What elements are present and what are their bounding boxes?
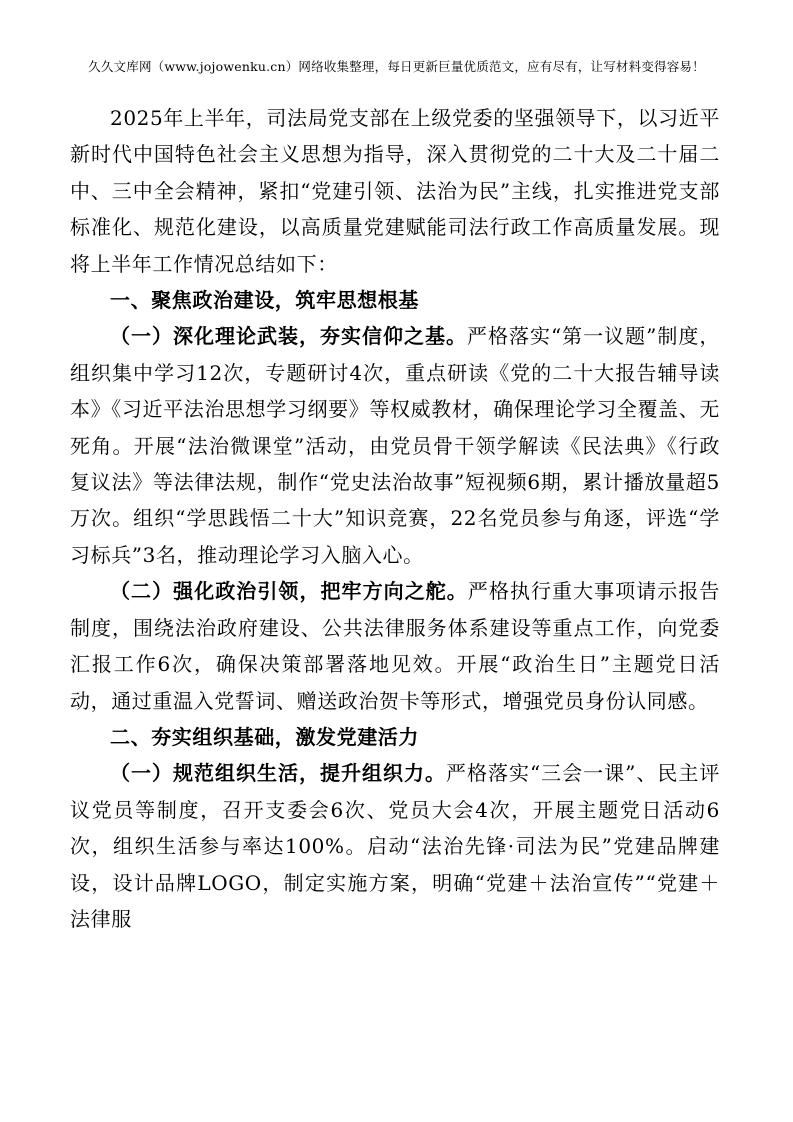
section1-item2-paragraph <box>70 573 720 719</box>
section1-item1-text: 严格落实“第一议题”制度，组织集中学习12次，专题研讨4次，重点研读《党的二十大报告辅导读本》《习近平法治思想学习纲要》等权威教材，确保理论学习全覆盖、无死角。开展“法治微课堂”活动，由党员骨干领学解读《民法典》《行政复议法》等法律法规，制作“党史法治故事”短视频6期，累计播放量超5万次。组织“学思践悟二十大”知识竞赛，22名党员参与角逐，评选“学习标兵”3名，推动理论学习入脑入心。 <box>70 324 720 567</box>
section1-item1-paragraph <box>70 318 720 573</box>
section2-item1-text: 严格落实“三会一课”、民主评议党员等制度，召开支委会6次、党员大会4次，开展主题党日活动6次，组织生活参与率达100%。启动“法治先锋·司法为民”党建品牌建设，设计品牌LOGO，制定实施方案，明确“党建＋法治宣传”“党建＋法律服 <box>70 761 720 931</box>
section-heading-2: 二、夯实组织基础，激发党建活力 <box>110 724 419 749</box>
section1-item2-text: 严格执行重大事项请示报告制度，围绕法治政府建设、公共法律服务体系建设等重点工作，向党委汇报工作6次，确保决策部署落地见效。开展“政治生日”主题党日活动，通过重温入党誓词、赠送政治贺卡等形式，增强党员身份认同感。 <box>70 579 721 713</box>
section1-item2-lead: （二）强化政治引领，把牢方向之舵。 <box>110 579 468 604</box>
section1-item1-lead: （一）深化理论武装，夯实信仰之基。 <box>110 324 467 349</box>
intro-paragraph: 2025年上半年，司法局党支部在上级党委的坚强领导下，以习近平新时代中国特色社会主义思想为指导，深入贯彻党的二十大及二十届二中、三中全会精神，紧扣“党建引领、法治为民”主线，扎实推进党支部标准化、规范化建设，以高质量党建赋能司法行政工作高质量发展。现将上半年工作情况总结如下： <box>70 106 720 276</box>
section2-item1-lead: （一）规范组织生活，提升组织力。 <box>110 761 446 786</box>
section-heading-1: 一、聚焦政治建设，筑牢思想根基 <box>110 288 419 313</box>
document-body <box>70 100 720 937</box>
section2-item1-paragraph <box>70 755 720 937</box>
page-header-banner: 久久文库网（www.jojowenku.cn）网络收集整理，每日更新巨量优质范文，应有尽有，让写材料变得容易！ <box>88 59 705 74</box>
